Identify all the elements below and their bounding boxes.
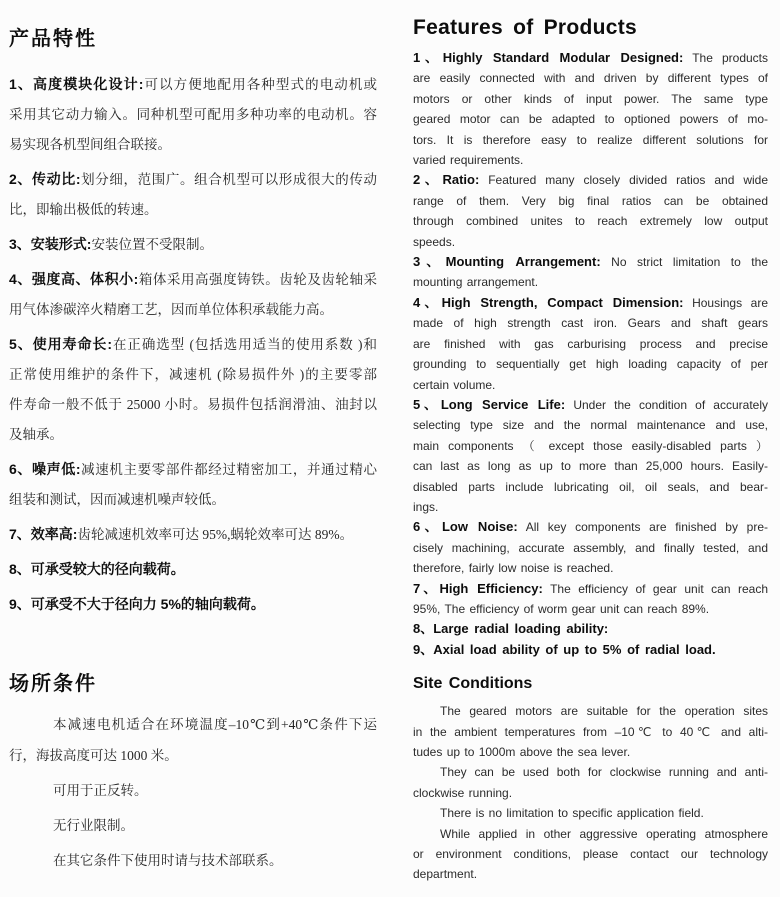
item-text: 件寿命一般不低于 25000 小时。易损件包括润滑油、油封以 (9, 397, 377, 412)
item-label: 9、Axial load ability of up to 5% of radial load. (413, 641, 716, 657)
chinese-features-list (9, 69, 377, 620)
item-label: 5、Long Service Life: (413, 396, 566, 412)
text-line (413, 456, 768, 476)
text-line (413, 619, 768, 639)
feature-item (9, 229, 377, 260)
item-text: made of high strength cast iron. Gears and shaft gears (413, 316, 768, 331)
chinese-site-conditions-title: 场所条件 (9, 673, 97, 695)
item-text: 行，海拔高度可达 1000 米。 (9, 748, 178, 763)
item-text: 本减速电机适合在环境温度–10℃到+40℃条件下运 (53, 717, 377, 732)
item-text: speeds. (413, 234, 456, 249)
feature-item (9, 69, 377, 160)
feature-item (9, 454, 377, 515)
text-line (413, 395, 768, 415)
item-text: 用气体渗碳淬火精磨工艺，因而单位体积承载能力高。 (9, 302, 333, 317)
text-line (9, 264, 377, 295)
item-text: are easily connected with and driven by different types of (413, 71, 768, 86)
item-text: 95%, The efficiency of worm gear unit can reach 89%. (413, 601, 710, 616)
item-text: 采用其它动力输入。同种机型可配用多种功率的电动机。容 (9, 107, 377, 122)
text-line (413, 272, 768, 292)
text-line (413, 354, 768, 374)
item-text: varied requirements. (413, 153, 524, 168)
item-text: tudes up to 1000m above the sea lever. (413, 745, 631, 759)
item-text: mounting arrangement. (413, 275, 539, 290)
text-line (9, 554, 377, 585)
text-line (413, 109, 768, 129)
text-line (9, 845, 377, 876)
text-line (413, 844, 768, 864)
item-text: can last as long as up to more than 25,000 hours. Easily- (413, 459, 768, 474)
site-paragraph (9, 775, 377, 806)
feature-item (413, 252, 768, 293)
site-paragraph (9, 810, 377, 841)
item-text: All key components are finished by pre- (517, 520, 768, 535)
text-line (413, 640, 768, 660)
text-line (413, 293, 768, 313)
feature-item (9, 519, 377, 550)
item-text: No strict limitation to the (600, 255, 768, 270)
text-line (413, 824, 768, 844)
text-line (413, 375, 768, 395)
text-line (413, 436, 768, 456)
item-text: through combined unites to reach extremely low output (413, 214, 768, 229)
item-label: 2、传动比: (9, 171, 81, 187)
item-text: 可用于正反转。 (53, 783, 148, 798)
feature-item (9, 264, 377, 325)
text-line (9, 229, 377, 260)
site-paragraph (413, 824, 768, 885)
item-text: 在正确选型 (包括选用适当的使用系数 )和 (112, 337, 377, 352)
feature-item (413, 579, 768, 620)
english-site-conditions-text (413, 701, 768, 885)
site-paragraph (413, 762, 768, 803)
item-text: 无行业限制。 (53, 818, 134, 833)
site-paragraph (413, 803, 768, 823)
text-line (9, 709, 377, 740)
item-text: 易实现各机型间组合联接。 (9, 137, 171, 152)
item-text: main components （ except those easily-disabled parts ） (413, 438, 768, 453)
item-text: or environment conditions, please contact our technology (413, 847, 768, 862)
item-text: cisely machining, accurate assembly, and finally tested, and (413, 540, 768, 555)
item-label: 2、Ratio: (413, 172, 480, 188)
text-line (9, 360, 377, 390)
text-line (413, 252, 768, 272)
item-text: 及轴承。 (9, 427, 63, 442)
item-label: 8、可承受较大的径向载荷。 (9, 561, 185, 577)
item-text: grounding to sequentially get high loading capacity of per (413, 357, 768, 372)
text-line (9, 69, 377, 100)
feature-item (413, 640, 768, 660)
feature-item (413, 517, 768, 578)
item-label: 7、效率高: (9, 526, 78, 542)
chinese-site-conditions-text (9, 709, 377, 876)
item-label: 1、Highly Standard Modular Designed: (413, 50, 684, 65)
text-line (413, 558, 768, 578)
item-text: clockwise running. (413, 785, 513, 800)
feature-item (413, 619, 768, 639)
text-line (413, 48, 768, 68)
item-text: department. (413, 867, 478, 882)
text-line (413, 130, 768, 150)
text-line (9, 329, 377, 360)
item-text: 安装位置不受限制。 (91, 237, 213, 252)
item-text: disabled parts include lubricating oil, oil seals, and bear- (413, 479, 768, 494)
item-text: 齿轮减速机效率可达 95%,蜗轮效率可达 89%。 (77, 527, 354, 542)
text-line (413, 762, 768, 782)
item-text: There is no limitation to specific application field. (440, 806, 704, 821)
text-line (413, 477, 768, 497)
english-column (413, 13, 768, 897)
chinese-features-title: 产品特性 (9, 28, 97, 50)
item-text: Housings are (683, 295, 768, 310)
text-line (9, 454, 377, 485)
item-text: 在其它条件下使用时请与技术部联系。 (53, 853, 283, 868)
chinese-column (9, 13, 377, 897)
feature-item (413, 293, 768, 395)
item-text: 比，即输出极低的转速。 (9, 202, 158, 217)
item-label: 9、可承受不大于径向力 5%的轴向载荷。 (9, 596, 265, 612)
text-line (413, 864, 768, 884)
english-features-list (413, 48, 768, 660)
text-line (413, 334, 768, 354)
feature-item (9, 589, 377, 620)
feature-item (9, 554, 377, 585)
site-paragraph (413, 701, 768, 762)
text-line (9, 195, 377, 225)
item-label: 5、使用寿命长: (9, 336, 113, 352)
text-line (413, 170, 768, 190)
text-line (9, 390, 377, 420)
item-label: 6、Low Noise: (413, 519, 518, 535)
text-line (413, 191, 768, 211)
item-label: 7、High Efficiency: (413, 580, 543, 596)
item-label: 8、Large radial loading ability: (413, 621, 609, 637)
item-label: 3、Mounting Arrangement: (413, 254, 601, 270)
text-line (413, 150, 768, 170)
site-paragraph (9, 845, 377, 876)
item-text: 减速机主要零部件都经过精密加工，并通过精心 (80, 462, 378, 477)
feature-item (413, 395, 768, 517)
item-label: 1、高度模块化设计: (9, 76, 144, 92)
item-label: 4、High Strength, Compact Dimension: (413, 294, 684, 310)
text-line (9, 810, 377, 841)
text-line (413, 89, 768, 109)
item-text: in the ambient temperatures from –10℃ to 40℃ and alti- (413, 724, 768, 739)
item-text: The products (683, 51, 769, 65)
item-text: are finished with gas carburising process and precise (413, 336, 768, 351)
text-line (9, 295, 377, 325)
text-line (413, 232, 768, 252)
text-line (413, 803, 768, 823)
text-line (413, 313, 768, 333)
item-text: therefore, fairly low noise is reached. (413, 561, 614, 576)
item-text: certain volume. (413, 377, 496, 392)
text-line (413, 599, 768, 619)
text-line (413, 497, 768, 517)
item-text: 划分细，范围广。组合机型可以形成很大的传动 (80, 172, 378, 187)
text-line (413, 68, 768, 88)
item-label: 4、强度高、体积小: (9, 271, 139, 287)
item-text: 可以方便地配用各种型式的电动机或 (143, 77, 378, 92)
item-text: range of them. Very big final ratios can be obtained (413, 193, 768, 208)
text-line (9, 775, 377, 806)
item-text: The efficiency of gear unit can reach (542, 581, 769, 596)
item-label: 6、噪声低: (9, 461, 81, 477)
item-text: The geared motors are suitable for the operation sites (440, 704, 768, 719)
text-line (9, 164, 377, 195)
text-line (413, 701, 768, 721)
item-text: tors. It is therefore easy to realize different solutions for (413, 132, 768, 147)
text-line (413, 783, 768, 803)
feature-item (413, 170, 768, 252)
text-line (9, 420, 377, 450)
item-text: They can be used both for clockwise running and anti- (440, 765, 768, 780)
text-line (9, 130, 377, 160)
text-line (9, 485, 377, 515)
text-line (413, 415, 768, 435)
feature-item (9, 329, 377, 450)
feature-item (9, 164, 377, 225)
text-line (413, 579, 768, 599)
item-text: motors or other kinds of input power. The same type (413, 91, 768, 106)
text-line (9, 740, 377, 771)
text-line (9, 519, 377, 550)
english-site-conditions-title: Site Conditions (413, 675, 533, 693)
item-text: 组装和测试，因而减速机噪声较低。 (9, 492, 225, 507)
item-text: selecting type size and the normal maintenance and use, (413, 418, 768, 433)
text-line (413, 742, 768, 762)
english-features-title: Features of Products (413, 16, 638, 39)
text-line (9, 100, 377, 130)
item-text: Featured many closely divided ratios and wide (479, 173, 768, 188)
item-text: Under the condition of accurately (565, 397, 768, 412)
item-text: 正常使用维护的条件下，减速机 (除易损件外 )的主要零部 (9, 367, 377, 382)
text-line (413, 538, 768, 558)
item-text: ings. (413, 499, 439, 514)
text-line (9, 589, 377, 620)
text-line (413, 722, 768, 742)
item-label: 3、安装形式: (9, 236, 92, 252)
item-text: 箱体采用高强度铸铁。齿轮及齿轮轴采 (138, 272, 377, 287)
site-paragraph (9, 709, 377, 771)
item-text: geared motor can be adapted to optioned powers of mo- (413, 112, 768, 127)
feature-item (413, 48, 768, 170)
item-text: While applied in other aggressive operating atmosphere (440, 826, 768, 841)
text-line (413, 211, 768, 231)
text-line (413, 517, 768, 537)
